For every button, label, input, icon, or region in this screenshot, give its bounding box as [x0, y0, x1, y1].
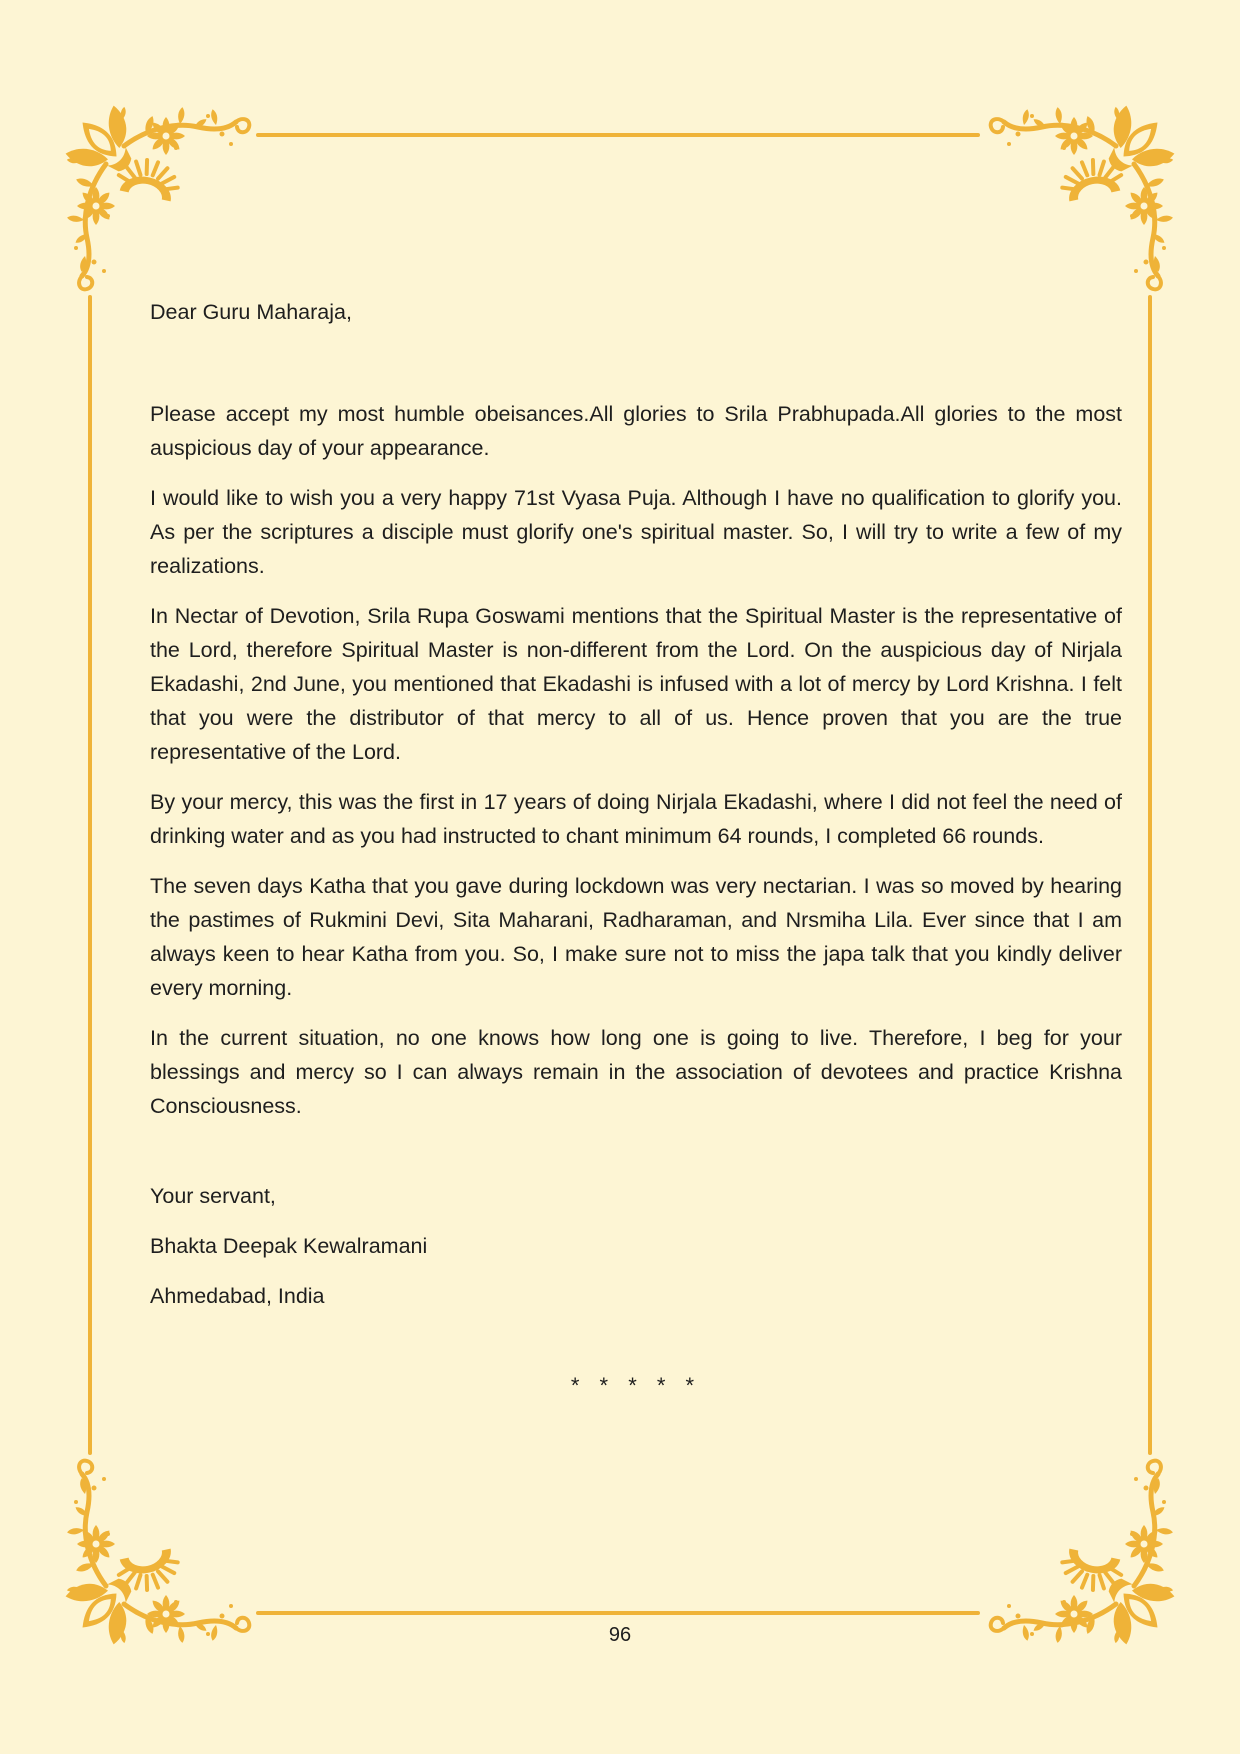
letter-content	[150, 295, 1122, 1403]
letter-paragraph-2: I would like to wish you a very happy 71st Vyasa Puja. Although I have no qualification to glorify you. As per the scriptures a disciple must glorify one's spiritual master. So, I will try to write a few of my realizations.	[150, 486, 1122, 578]
letter-greeting: Dear Guru Maharaja,	[150, 300, 352, 324]
frame-right-line	[1148, 295, 1152, 1455]
letter-paragraph-6: In the current situation, no one knows how long one is going to live. Therefore, I beg for your blessings and mercy so I can always remain in the association of devotees and practice Krishna Consciousness.	[150, 1026, 1122, 1118]
frame-top-line	[256, 133, 980, 137]
floral-corner-top-right-icon	[982, 98, 1182, 298]
page-number: 96	[608, 1624, 632, 1646]
floral-corner-bottom-right-icon	[982, 1452, 1182, 1652]
letter-paragraph-1: Please accept my most humble obeisances.All glories to Srila Prabhupada.All glories to the most auspicious day of your appearance.	[150, 402, 1122, 460]
closing-location: Ahmedabad, India	[150, 1284, 325, 1308]
letter-closing	[150, 1179, 1122, 1313]
frame-bottom-line	[256, 1611, 980, 1615]
letter-paragraph-5: The seven days Katha that you gave during lockdown was very nectarian. I was so moved by hearing the pastimes of Rukmini Devi, Sita Maharani, Radharaman, and Nrsmiha Lila. Ever since that I am always keen to hear Katha from you. So, I make sure not to miss the japa talk that you kindly deliver every morning.	[150, 874, 1122, 1000]
floral-corner-top-left-icon	[58, 98, 258, 298]
floral-corner-bottom-left-icon	[58, 1452, 258, 1652]
frame-left-line	[88, 295, 92, 1455]
closing-salutation: Your servant,	[150, 1184, 276, 1208]
asterisk-separator: * * * * *	[570, 1373, 702, 1398]
letter-paragraph-3: In Nectar of Devotion, Srila Rupa Goswami mentions that the Spiritual Master is the representative of the Lord, therefore Spiritual Master is non-different from the Lord. On the auspicious day of Nirjala Ekadashi, 2nd June, you mentioned that Ekadashi is infused with a lot of mercy by Lord Krishna. I felt that you were the distributor of that mercy to all of us. Hence proven that you are the true representative of the Lord.	[150, 604, 1122, 764]
closing-author-name: Bhakta Deepak Kewalramani	[150, 1234, 428, 1258]
letter-paragraph-4: By your mercy, this was the first in 17 years of doing Nirjala Ekadashi, where I did not feel the need of drinking water and as you had instructed to chant minimum 64 rounds, I completed 66 rounds.	[150, 790, 1122, 848]
